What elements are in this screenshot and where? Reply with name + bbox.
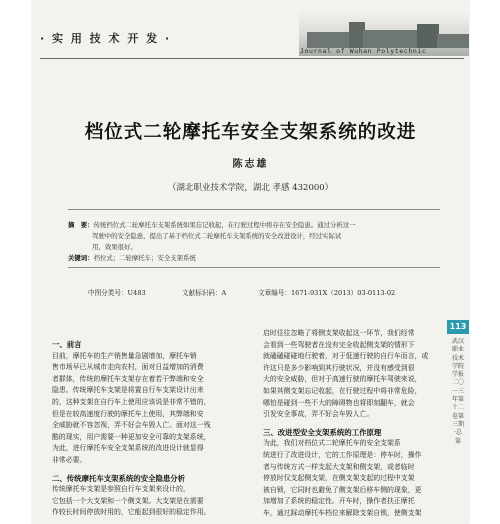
paragraph-line: 加增加了系统的稳定性。开车时，操作者扶正摩托 bbox=[263, 497, 415, 506]
building-shape bbox=[363, 30, 423, 48]
abstract-label: 摘 要： bbox=[68, 221, 94, 229]
keywords-line bbox=[68, 253, 440, 262]
section-heading-hazards: 二、传统摩托车支架系统的安全隐患分析 bbox=[52, 473, 186, 483]
paragraph-line: 者群体，传统的摩托车支架存在着若干弊端和安全 bbox=[52, 374, 204, 383]
article-author: 陈志雄 bbox=[232, 159, 269, 170]
header-rule bbox=[40, 58, 464, 59]
keywords-text: 档位式；二轮摩托车；安全支架系统 bbox=[93, 254, 196, 262]
abstract-bottom-rule bbox=[68, 267, 440, 268]
paragraph-line: 就磕磕碰碰地行驶着，对于低速行驶的自行车而言，或 bbox=[263, 352, 429, 361]
paragraph-line: 如果其侧支架忘记收起，在行驶过程中将非常危险， bbox=[263, 386, 422, 395]
paragraph-line: 全威胁就不容忽视，弄不好会车毁人亡。面对这一残 bbox=[52, 421, 211, 430]
document-code: 文献标识码：A bbox=[182, 289, 227, 297]
article-title: 档位式二轮摩托车安全支架系统的改进 bbox=[84, 122, 417, 143]
abstract-line bbox=[68, 220, 440, 229]
building-shape bbox=[437, 34, 469, 48]
building-shape bbox=[417, 24, 439, 48]
paragraph-line: 许这只是多少影响到其行驶状况，并没有感受到很 bbox=[263, 363, 415, 372]
abstract-top-rule bbox=[68, 209, 440, 210]
building-shape bbox=[307, 32, 353, 48]
abstract-text-2: 驾驶中的安全隐患，提出了基于档位式二轮摩托车支架系统的安全改进设计，经过实际试 bbox=[92, 232, 342, 240]
paragraph-line: 酷的现实，用户需要一种更加安全可靠的支架系统， bbox=[52, 432, 211, 441]
abstract-block bbox=[68, 212, 440, 262]
paragraph-line: 启时往往忽略了将侧支架收起这一环节，我们经常 bbox=[263, 329, 415, 337]
paragraph-line: 大的安全威胁，但对于高速行驶的摩托车驾驶来说， bbox=[263, 375, 422, 384]
right-column bbox=[263, 328, 459, 520]
paragraph-line: 会看到一些驾驶者在没有完全收起侧支架的情形下 bbox=[263, 340, 415, 349]
abstract-text-1: 传统档位式二轮摩托车支架系统如果忘记收起，在行驶过程中将存在安全隐患。通过分析这一 bbox=[93, 221, 356, 229]
paragraph-line: 车，通过踩动摩托车档位来解除支架自锁，使侧支架 bbox=[263, 508, 422, 517]
page-number-badge: 113 bbox=[447, 320, 469, 334]
paragraph-line: 引发安全事故，弄不好会车毁人亡。 bbox=[263, 410, 374, 419]
paragraph-line: 哪怕是碰到一些不大的障碍物也将即刻翻车，就会 bbox=[263, 398, 415, 407]
paragraph-line: 传统摩托车支架是参照自行车支架来设计的， bbox=[52, 485, 190, 494]
paragraph-line: 目前，摩托车的生产销售量急剧增加，摩托车销 bbox=[52, 351, 197, 360]
paragraph-line: 售市场早已从城市走向农村，面对日益增加的消费 bbox=[52, 363, 204, 372]
vertical-journal-strip: 武汉职业技术学院学报二〇一三年第十二卷第三期·总第 bbox=[452, 338, 465, 445]
article-number: 文章编号：1671-931X（2013）03-0113-02 bbox=[258, 289, 396, 297]
paragraph-line: 被自锁，它同时也避免了侧支架后移车侧的现象，更 bbox=[263, 485, 422, 494]
keywords-label: 关键词： bbox=[68, 254, 94, 262]
paragraph-line: 的，这种支架在自行车上使用应该说是非常不错的， bbox=[52, 397, 211, 406]
author-affiliation: （湖北职业技术学院，湖北 孝感 432000） bbox=[167, 183, 334, 193]
section-tag: · 实 用 技 术 开 发 · bbox=[40, 32, 172, 45]
left-column bbox=[52, 339, 252, 519]
section-heading-intro: 一、前言 bbox=[52, 340, 82, 349]
paragraph-line: 停放时仅支起侧支架，在侧支架支起的过程中支架 bbox=[263, 474, 415, 483]
abstract-text-3: 用，效果很好。 bbox=[92, 243, 137, 251]
journal-name: Journal of Wuhan Polytechnic bbox=[300, 47, 427, 55]
paragraph-line: 但是在较高速度行驶的摩托车上使用，其弊端和安 bbox=[52, 409, 204, 418]
journal-page bbox=[32, 0, 469, 524]
paragraph-line: 为此，进行摩托车安全支架系统的改进设计就显得 bbox=[52, 444, 204, 453]
clc-number: 中图分类号：U483 bbox=[88, 289, 146, 297]
paragraph-line: 作较长时间停放时用的，它能起到很好的稳定作用。 bbox=[52, 508, 211, 517]
paragraph-line: 者与传统方式一样支起大支架和侧支架，或者临时 bbox=[263, 462, 415, 471]
paragraph-line: 隐患。传统摩托车支架是将置自行车支架设计出来 bbox=[52, 386, 204, 395]
section-heading-principle: 三、改进型安全支架系统的工作原理 bbox=[263, 427, 382, 437]
paragraph-line: 非常必要。 bbox=[52, 455, 87, 464]
paragraph-line: 统进行了改进设计，它的工作原理是：停车时，操作 bbox=[263, 450, 422, 459]
paragraph-line: 为此，我们对档位式二轮摩托车的安全支架系 bbox=[263, 439, 401, 448]
paragraph-line: 它包括一个大支架和一个侧支架。大支架是在需要 bbox=[52, 496, 204, 505]
